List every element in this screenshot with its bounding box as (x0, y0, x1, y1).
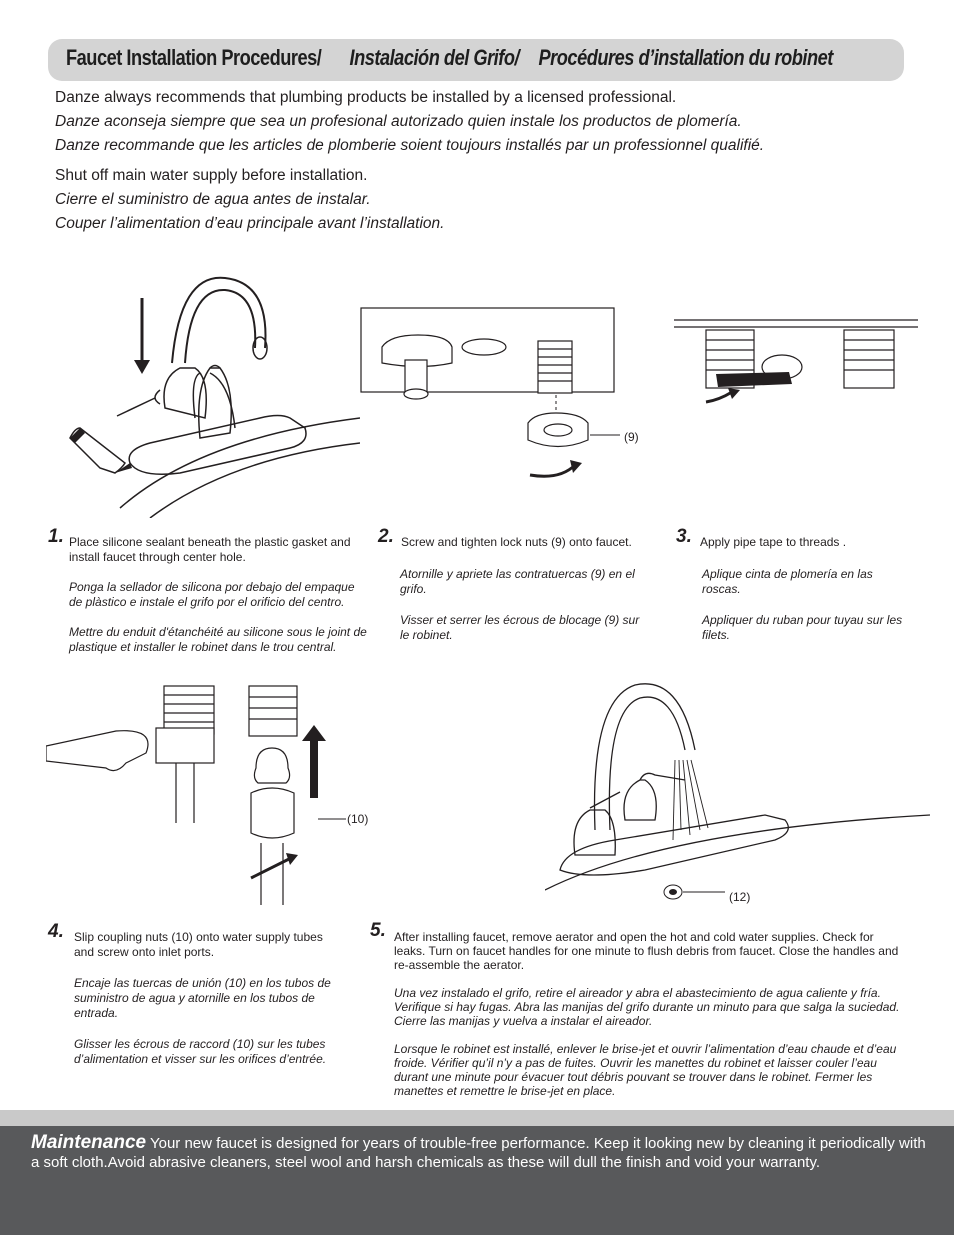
step-2-instructions (378, 526, 653, 643)
maintenance-body: Your new faucet is designed for years of trouble-free performance. Keep it looking new by cleaning it periodically with a soft cloth.Avoid abrasive cleaners, steel wool and harsh chemicals as these will dull the finish and void your warranty. (31, 1135, 926, 1171)
maintenance-text-block (31, 1133, 926, 1172)
step-5-es: Una vez instalado el grifo, retire el aireador y abra el abastecimiento de agua caliente y fría. Verifique si hay fugas. Abra las manijas del grifo durante un minuto para que salga la suciedad. Cierre las manijas y vuelva a instalar el aireador. (394, 986, 900, 1028)
step-3-es: Aplique cinta de plomería en las roscas. (702, 567, 873, 596)
footer-stripe (0, 1110, 954, 1126)
maintenance-title: Maintenance (31, 1132, 147, 1153)
intro-recommend-es: Danze aconseja siempre que sea un profesional autorizado quien instale los productos de plomería. (55, 113, 742, 130)
step-1-fr: Mettre du enduit d'étanchéité au silicone sous le joint de plastique et installer le robinet dans le trou central. (69, 625, 367, 654)
step-5-instructions (370, 920, 908, 1098)
intro-shutoff-en: Shut off main water supply before installation. (55, 167, 368, 184)
intro-recommendation (55, 86, 764, 158)
header-title-en: Faucet Installation Procedures/ (66, 45, 322, 70)
step-1-en: Place silicone sealant beneath the plastic gasket and install faucet through center hole. (69, 535, 351, 564)
step-3-instructions (676, 526, 916, 643)
step-3-en: Apply pipe tape to threads . (700, 535, 847, 549)
intro-recommend-en: Danze always recommends that plumbing products be installed by a licensed professional. (55, 89, 677, 106)
step-1-number: 1. (48, 526, 64, 547)
figure-step1-faucet (60, 268, 360, 518)
callout-lock-nut-9: (9) (624, 430, 639, 444)
header-title-fr: Procédures d’installation du robinet (538, 45, 833, 70)
callout-aerator-12: (12) (729, 890, 751, 904)
intro-shutoff-fr: Couper l’alimentation d’eau principale avant l’installation. (55, 215, 445, 232)
step-3-fr: Appliquer du ruban pour tuyau sur les filets. (702, 613, 903, 642)
step-4-fr: Glisser les écrous de raccord (10) sur les tubes d’alimentation et visser sur les orifices d’entrée. (74, 1037, 327, 1066)
figure-step5-flush (545, 680, 930, 900)
figure-step2-locknuts (360, 305, 660, 495)
step-3-number: 3. (676, 526, 692, 547)
header-title-es: Instalación del Grifo/ (349, 45, 520, 70)
step-4-number: 4. (48, 921, 64, 942)
step-1-instructions (48, 526, 368, 655)
intro-recommend-fr: Danze recommande que les articles de plomberie soient toujours installés par un professionnel qualifié. (55, 137, 765, 154)
step-4-es: Encaje las tuercas de unión (10) en los tubos de suministro de agua y atornille en los tubos de entrada. (74, 976, 331, 1020)
intro-shutoff-es: Cierre el suministro de agua antes de instalar. (55, 191, 371, 208)
step-2-es: Atornille y apriete las contratuercas (9) en el grifo. (400, 567, 635, 596)
step-4-instructions (48, 921, 343, 1067)
step-4-en: Slip coupling nuts (10) onto water supply tubes and screw onto inlet ports. (74, 930, 323, 959)
step-5-fr: Lorsque le robinet est installé, enlever le brise-jet et ouvrir l’alimentation d’eau chaude et d’eau froide. Vérifier qu’il n’y a pas de fuites. Ouvrir les manettes du robinet et laisser couler l’eau durant une minute pour évacuer tout débris pouvant se trouver dans le robinet. Fermer les manettes et remettre le brise-jet en place. (394, 1042, 897, 1098)
step-2-number: 2. (378, 526, 394, 547)
callout-coupling-nut-10: (10) (347, 812, 369, 826)
page-header (48, 39, 904, 81)
step-2-en: Screw and tighten lock nuts (9) onto faucet. (401, 535, 632, 549)
figure-step3-pipe-tape (674, 312, 920, 412)
step-1-es: Ponga la sellador de silicona por debajo del empaque de plàstico e instale el grifo por el orificio del centro. (69, 580, 355, 609)
step-5-number: 5. (370, 920, 386, 941)
figure-step4-coupling (46, 683, 346, 908)
step-2-fr: Visser et serrer les écrous de blocage (9) sur le robinet. (400, 613, 640, 642)
intro-shutoff (55, 164, 444, 236)
maintenance-footer (0, 1110, 954, 1235)
step-5-en: After installing faucet, remove aerator and open the hot and cold water supplies. Check for leaks. Turn on faucet handles for one minute to flush debris from faucet. Close the handles and re-assemble the aerator. (394, 930, 899, 972)
